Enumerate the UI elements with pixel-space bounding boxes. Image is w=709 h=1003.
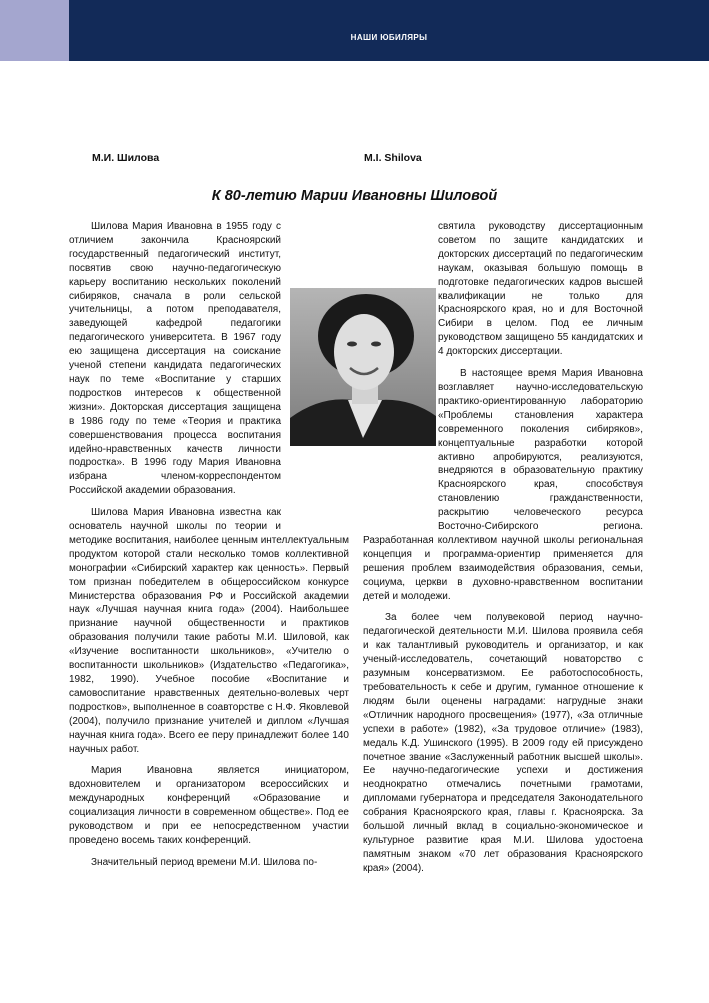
author-name-ru: М.И. Шилова xyxy=(92,152,160,164)
portrait-illustration xyxy=(290,288,436,446)
portrait-photo xyxy=(290,288,436,446)
paragraph: Мария Ивановна является инициатором, вдохновителем и организатором всероссийских и международных конференций «Образование и социализация личности в современном обществе». Под ее руководством и при ее непосредственном участии проведено восемь таких конференций. xyxy=(69,765,349,846)
paragraph: В настоящее время Мария Ивановна возглавляет научно-исследовательскую практико-ориентированную лабораторию «Проблемы становления характера современного поколения сибиряков», концептуальные разработки которой активно апробируются, реализуются, внедряются в образовательную практику Красноярского края, способствуя становлению гражданственности, раскрытию человеческого ресурса Восточно-Сибирского региона. Разработанная коллективом научной школы региональная концепция и программа-ориентир применяется для решения проблем взаимодействия образования, семьи, социума, церкви в духовно-нравственном воспитании детей и молодежи. xyxy=(363,368,643,602)
paragraph: Шилова Мария Ивановна известна как основатель научной школы по теории и методике воспитания, наиболее ценным интеллектуальным продуктом которой стали несколько томов коллективной монографии «Сибирский характер как ценность». Первый том признан победителем в общероссийском конкурсе Министерства образования РФ и Российской академии наук «Лучшая научная книга года» (2004). Наибольшее признание научной общественности и практиков образования получили такие работы М.И. Шиловой, как «Изучение воспитанности школьников», «Учителю о воспитанности школьников» (Издательство «Педагогика», 1982, 1990). Учебное пособие «Воспитание и самовоспитание нравственных деятельно-волевых черт подростков», выполненное в соавторстве с Н.Ф. Яковлевой (2004), получило признание учителей и диплом «Лучшая научная книга года». Всего ее перу принадлежит более 140 научных работ. xyxy=(69,507,349,755)
section-label: НАШИ ЮБИЛЯРЫ xyxy=(350,33,428,42)
header-accent-block xyxy=(0,0,69,61)
paragraph: Шилова Мария Ивановна в 1955 году с отличием закончила Красноярский государственный педагогический институт, посвятив свою научно-педагогическую карьеру воспитанию нескольких поколений сибиряков, сначала в роли сельской учительницы, а потом преподавателя, заведующей кафедрой педагогики педагогического университета. В 1967 году ею защищена диссертация на соискание ученой степени кандидата педагогических наук по теме «Воспитание у старших подростков интересов к общественной жизни». Докторская диссертация защищена в 1986 году по теме «Теория и практика совершенствования процесса воспитания идейно-нравственных качеств личности подростка». В 1996 году Мария Ивановна избрана членом-корреспондентом Российской академии образования. xyxy=(69,221,281,497)
author-name-en: M.I. Shilova xyxy=(364,152,422,164)
paragraph: Значительный период времени М.И. Шилова по- xyxy=(91,856,318,868)
article-title: К 80-летию Марии Ивановны Шиловой xyxy=(211,188,498,204)
paragraph: святила руководству диссертационным советом по защите кандидатских и докторских диссертаций по педагогическим наукам, оказывая большую помощь в подготовке педагогических кадров высшей квалификации не только для Красноярского края, но и для Восточной Сибири в целом. Под ее личным руководством защищено 55 кандидатских и 4 докторских диссертации. xyxy=(438,221,643,358)
header-bar xyxy=(69,0,709,61)
paragraph: За более чем полувековой период научно-педагогической деятельности М.И. Шилова проявила себя и как талантливый руководитель и организатор, и как ученый-исследователь, сочетающий новаторство с разумным консерватизмом. Ее работоспособность, требовательность к себе и другим, гуманное отношение к людям были оценены наградами: нагрудные знаки «Отличник народного просвещения» (1977), «За отличные успехи в работе» (1982), «За трудовое отличие» (1983), медаль К.Д. Ушинского (1995). В 2009 году ей присуждено почетное звание «Заслуженный работник высшей школы». Ее научно-педагогические успехи и достижения неоднократно отмечались почетными грамотами, дипломами губернатора и председателя Законодательного собрания Красноярского края, главы г. Красноярска. За большой личный вклад в социально-экономическое и культурное развитие края М.И. Шилова удостоена памятным знаком «70 лет образования Красноярского края» (2004). xyxy=(363,612,643,874)
